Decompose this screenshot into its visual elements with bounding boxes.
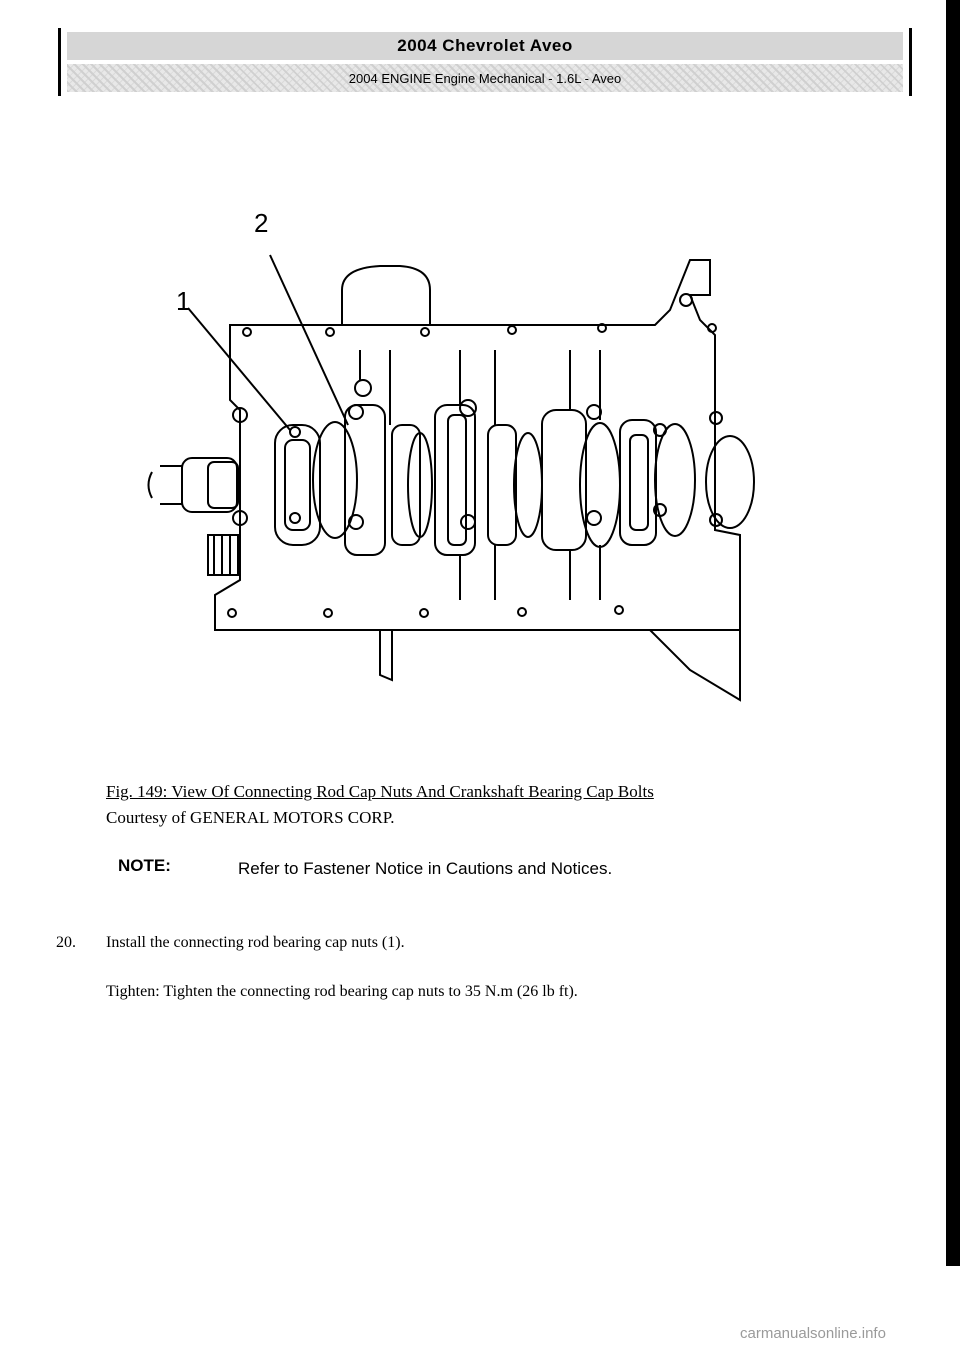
page-edge-bar <box>946 0 960 1266</box>
crankshaft-illustration <box>130 200 760 720</box>
callout-1: 1 <box>176 286 191 316</box>
document-title: 2004 Chevrolet Aveo <box>67 32 903 60</box>
step-text: Install the connecting rod bearing cap nuts (1). <box>106 934 405 951</box>
engine-diagram <box>130 200 760 720</box>
figure-courtesy: Courtesy of GENERAL MOTORS CORP. <box>106 808 395 827</box>
tighten-spec: Tighten: Tighten the connecting rod bearing cap nuts to 35 N.m (26 lb ft). <box>106 983 578 1000</box>
callout-2: 2 <box>254 208 269 238</box>
figure-caption: Fig. 149: View Of Connecting Rod Cap Nuts And Crankshaft Bearing Cap Bolts <box>106 782 654 801</box>
step-number: 20. <box>56 934 76 951</box>
procedure-step <box>56 934 405 952</box>
watermark: carmanualsonline.info <box>740 1325 886 1342</box>
note-text: Refer to Fastener Notice in Cautions and Notices. <box>238 859 613 878</box>
document-subtitle: 2004 ENGINE Engine Mechanical - 1.6L - Aveo <box>67 64 903 92</box>
note-label: NOTE: <box>118 856 171 875</box>
page-header <box>58 28 912 96</box>
